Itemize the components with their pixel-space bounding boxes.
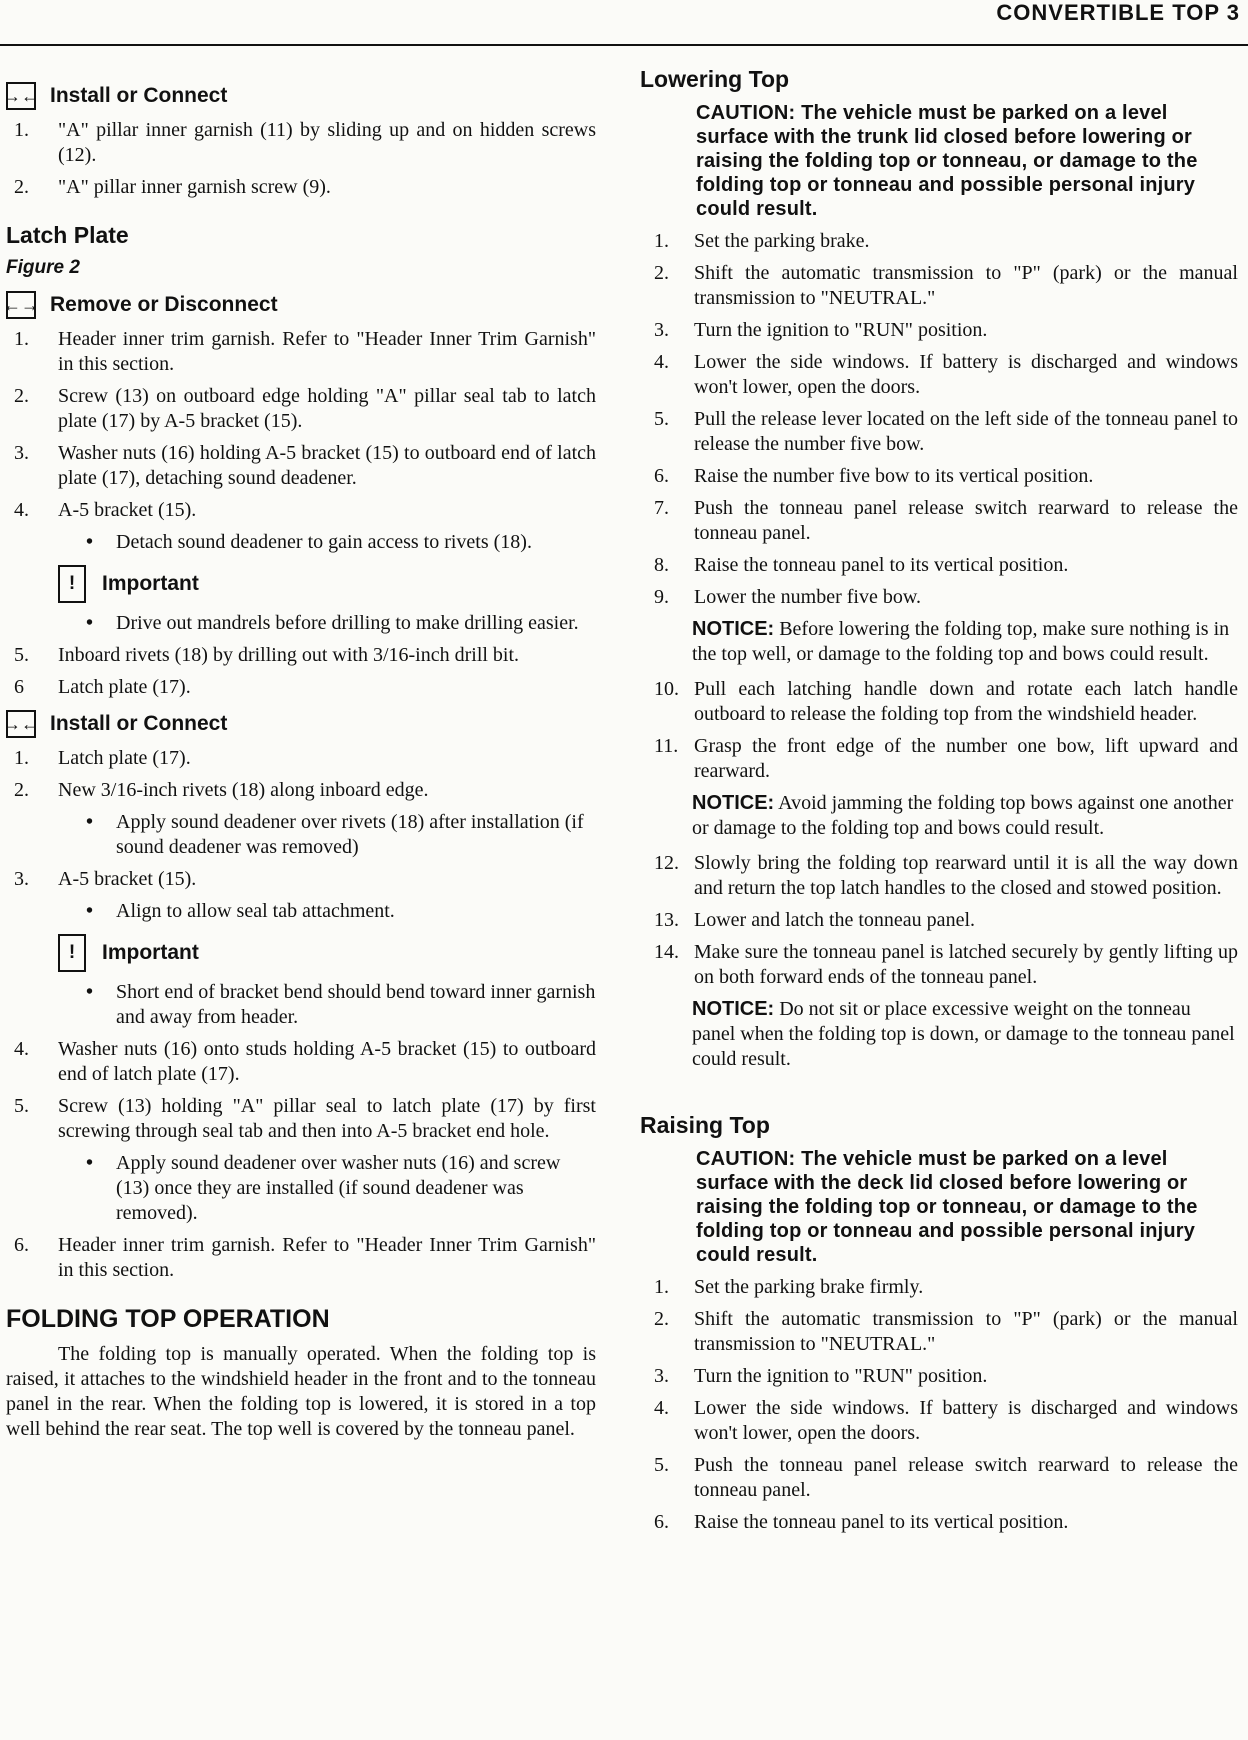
bullet-item: • Apply sound deadener over washer nuts (16) and screw (13) once they are installed (if sound deadener was removed). (86, 1152, 561, 1224)
list-item: 3. A-5 bracket (15). (14, 868, 197, 890)
latch-plate-title: Latch Plate (6, 222, 129, 248)
left-column (3, 58, 596, 1442)
list-item: 10. Pull each latching handle down and rotate each latch handle outboard to release the folding top from the windshield header. (654, 678, 1238, 725)
list-item: 6 Latch plate (17). (14, 676, 191, 698)
list-item: 3. Turn the ignition to "RUN" position. (654, 1365, 988, 1387)
list-item: 2. Shift the automatic transmission to "P" (park) or the manual transmission to "NEUTRAL." (654, 262, 1238, 309)
lowering-steps (640, 229, 1238, 610)
bullet-item: • Detach sound deadener to gain access to rivets (18). (86, 531, 532, 553)
list-item: 4. Lower the side windows. If battery is discharged and windows won't lower, open the doors. (654, 1397, 1238, 1444)
list-item: 6. Raise the number five bow to its vertical position. (654, 465, 1094, 487)
caution-text: CAUTION: The vehicle must be parked on a level surface with the trunk lid closed before lowering or raising the folding top or tonneau, or damage to the folding top or tonneau and possible personal injury could result. (696, 102, 1198, 220)
list-item: 8. Raise the tonneau panel to its vertical position. (654, 554, 1069, 576)
list-item: 4. Lower the side windows. If battery is discharged and windows won't lower, open the doors. (654, 351, 1238, 398)
important-heading: ! Important (58, 565, 596, 603)
right-column (640, 58, 1238, 1542)
important-icon: ! (58, 565, 86, 603)
list-item: 5. Push the tonneau panel release switch rearward to release the tonneau panel. (654, 1454, 1238, 1501)
remove-list (6, 327, 596, 523)
bullet-item: • Apply sound deadener over rivets (18) after installation (if sound deadener was removed) (86, 811, 584, 858)
lowering-steps-b (640, 677, 1238, 784)
remove-list-cont (6, 643, 596, 700)
list-item: 1. "A" pillar inner garnish (11) by sliding up and on hidden screws (12). (14, 119, 596, 166)
list-item: 3. Turn the ignition to "RUN" position. (654, 319, 988, 341)
raising-steps (640, 1275, 1238, 1535)
notice: NOTICE: Avoid jamming the folding top bows against one another or damage to the folding top and bows could result. (692, 792, 1234, 839)
page-title: CONVERTIBLE TOP 3 (996, 0, 1240, 25)
list-item: 4. Washer nuts (16) onto studs holding A-5 bracket (15) to outboard end of latch plate (17). (14, 1038, 596, 1085)
install-heading: →← Install or Connect (6, 82, 596, 110)
list-item: 5. Screw (13) holding "A" pillar seal to latch plate (17) by first screwing through seal tab and then into A-5 bracket end hole. (14, 1095, 596, 1142)
list-item: 1. Header inner trim garnish. Refer to "Header Inner Trim Garnish" in this section. (14, 328, 596, 375)
install-arrows-icon: →← (6, 710, 36, 738)
list-item: 2. "A" pillar inner garnish screw (9). (14, 176, 331, 198)
list-item: 12. Slowly bring the folding top rearward until it is all the way down and return the top latch handles to the closed and stowed position. (654, 852, 1238, 899)
install-arrows-icon: →← (6, 82, 36, 110)
notice: NOTICE: Before lowering the folding top, make sure nothing is in the top well, or damage to the folding top and bows could result. (692, 618, 1230, 665)
raising-top-title: Raising Top (640, 1112, 770, 1138)
list-item: 1. Latch plate (17). (14, 747, 191, 769)
important-heading: ! Important (58, 934, 596, 972)
list-item: 9. Lower the number five bow. (654, 586, 921, 608)
bullet-item: • Drive out mandrels before drilling to make drilling easier. (86, 612, 579, 634)
install-heading-2: →← Install or Connect (6, 710, 596, 738)
list-item: 4. A-5 bracket (15). (14, 499, 197, 521)
folding-top-operation-title: FOLDING TOP OPERATION (6, 1305, 330, 1333)
list-item: 2. Screw (13) on outboard edge holding "A" pillar seal tab to latch plate (17) by A-5 bracket (15). (14, 385, 596, 432)
list-item: 6. Header inner trim garnish. Refer to "Header Inner Trim Garnish" in this section. (14, 1234, 596, 1281)
list-item: 6. Raise the tonneau panel to its vertical position. (654, 1511, 1069, 1533)
install-list-3 (6, 1037, 596, 1144)
remove-heading: ←→ Remove or Disconnect (6, 291, 596, 319)
install-list-2 (6, 746, 596, 803)
operation-paragraph: The folding top is manually operated. When the folding top is raised, it attaches to the windshield header in the front and to the tonneau panel in the rear. When the folding top is lowered, it is stored in a top well behind the rear seat. The top well is covered by the tonneau panel. (6, 1343, 596, 1440)
important-icon: ! (58, 934, 86, 972)
lowering-steps-c (640, 851, 1238, 990)
list-item: 7. Push the tonneau panel release switch rearward to release the tonneau panel. (654, 497, 1238, 544)
notice: NOTICE: Do not sit or place excessive weight on the tonneau panel when the folding top is down, or damage to the tonneau panel could result. (692, 998, 1235, 1070)
list-item: 3. Washer nuts (16) holding A-5 bracket (15) to outboard end of latch plate (17), detaching sound deadener. (14, 442, 596, 489)
bullet-item: • Align to allow seal tab attachment. (86, 900, 395, 922)
list-item: 2. Shift the automatic transmission to "P" (park) or the manual transmission to "NEUTRAL." (654, 1308, 1238, 1355)
list-item: 11. Grasp the front edge of the number one bow, lift upward and rearward. (654, 735, 1238, 782)
remove-arrows-icon: ←→ (6, 291, 36, 319)
list-item: 5. Inboard rivets (18) by drilling out with 3/16-inch drill bit. (14, 644, 520, 666)
list-item: 5. Pull the release lever located on the left side of the tonneau panel to release the number five bow. (654, 408, 1238, 455)
list-item: 1. Set the parking brake. (654, 230, 870, 252)
list-item: 13. Lower and latch the tonneau panel. (654, 909, 975, 931)
list-item: 1. Set the parking brake firmly. (654, 1276, 924, 1298)
list-item: 14. Make sure the tonneau panel is latched securely by gently lifting up on both forward ends of the tonneau panel. (654, 941, 1238, 988)
lowering-top-title: Lowering Top (640, 66, 790, 92)
list-item: 2. New 3/16-inch rivets (18) along inboard edge. (14, 779, 429, 801)
caution-text: CAUTION: The vehicle must be parked on a level surface with the deck lid closed before lowering or raising the folding top or tonneau, or damage to the folding top or tonneau and possible personal injury could result. (696, 1148, 1198, 1266)
bullet-item: • Short end of bracket bend should bend toward inner garnish and away from header. (86, 981, 596, 1028)
install-list (6, 118, 596, 200)
figure-ref: Figure 2 (6, 257, 80, 278)
page-header (0, 0, 1248, 46)
